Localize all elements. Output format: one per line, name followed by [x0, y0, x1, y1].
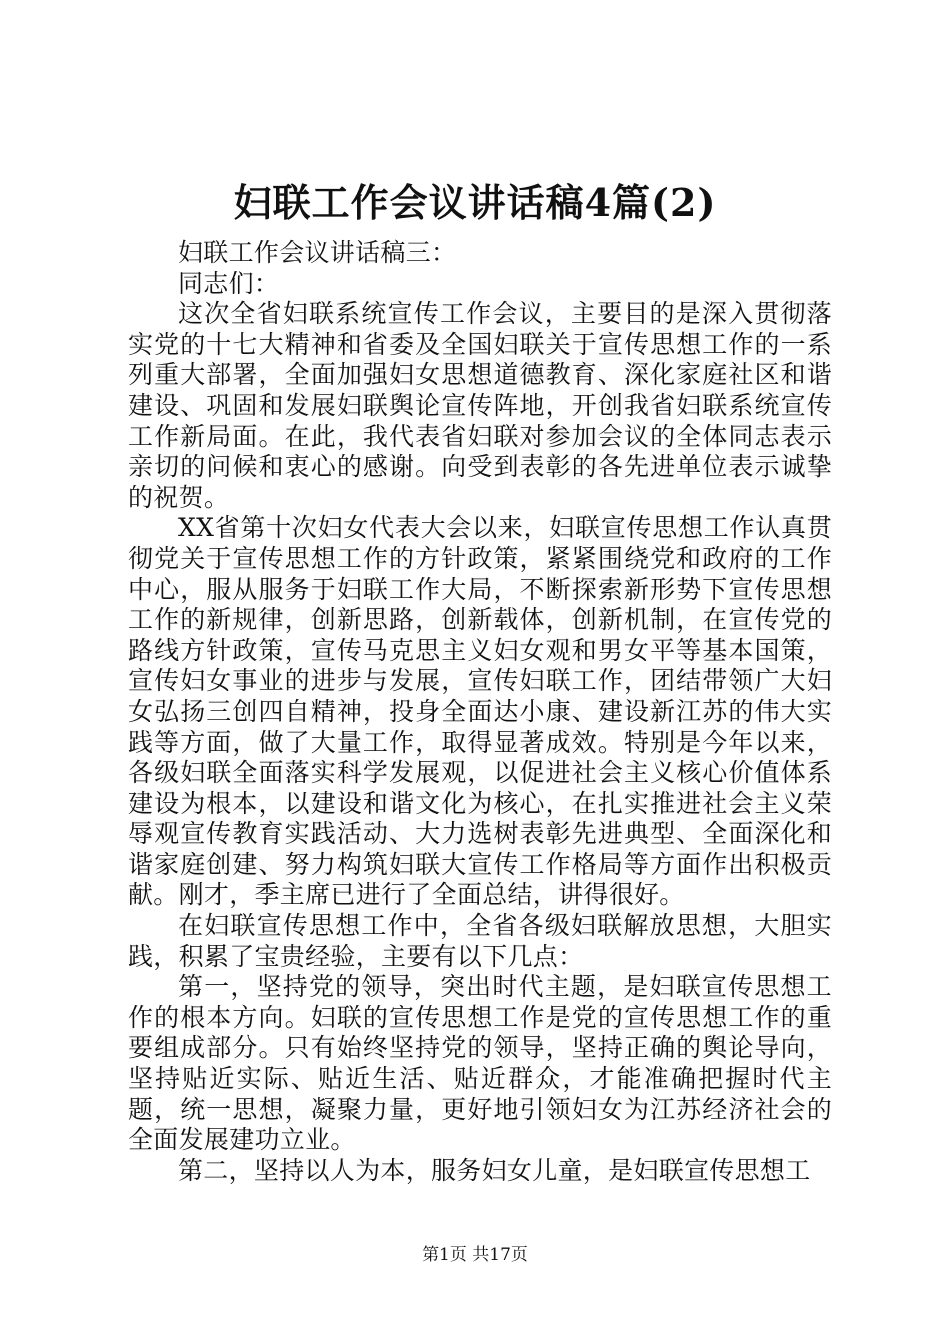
page-number-footer: 第1页 共17页 — [422, 1245, 528, 1265]
paragraph: XX省第十次妇女代表大会以来，妇联宣传思想工作认真贯彻党关于宣传思想工作的方针政策，紧紧围绕党和政府的工作中心，服从服务于妇联工作大局，不断探索新形势下宣传思想工作的新规律，创新思路，创新载体，创新机制，在宣传党的路线方针政策，宣传马克思主义妇女观和男女平等基本国策，宣传妇女事业的进步与发展，宣传妇联工作，团结带领广大妇女弘扬三创四自精神，投身全面达小康、建设新江苏的伟大实践等方面，做了大量工作，取得显著成效。特别是今年以来，各级妇联全面落实科学发展观，以促进社会主义核心价值体系建设为根本，以建设和谐文化为核心，在扎实推进社会主义荣辱观宣传教育实践活动、大力选树表彰先进典型、全面深化和谐家庭创建、努力构筑妇联大宣传工作格局等方面作出积极贡献。刚才，季主席已进行了全面总结，讲得很好。 — [128, 513, 832, 910]
paragraph: 这次全省妇联系统宣传工作会议，主要目的是深入贯彻落实党的十七大精神和省委及全国妇联关于宣传思想工作的一系列重大部署，全面加强妇女思想道德教育、深化家庭社区和谐建设、巩固和发展妇联舆论宣传阵地，开创我省妇联系统宣传工作新局面。在此，我代表省妇联对参加会议的全体同志表示亲切的问候和衷心的感谢。向受到表彰的各先进单位表示诚挚的祝贺。 — [128, 299, 832, 512]
paragraph: 第一，坚持党的领导，突出时代主题，是妇联宣传思想工作的根本方向。妇联的宣传思想工作是党的宣传思想工作的重要组成部分。只有始终坚持党的领导，坚持正确的舆论导向，坚持贴近实际、贴近生活、贴近群众，才能准确把握时代主题，统一思想，凝聚力量，更好地引领妇女为江苏经济社会的全面发展建功立业。 — [128, 972, 832, 1155]
document-body — [128, 238, 832, 1186]
paragraph: 在妇联宣传思想工作中，全省各级妇联解放思想，大胆实践，积累了宝贵经验，主要有以下几点： — [128, 911, 832, 971]
paragraph: 第二，坚持以人为本，服务妇女儿童，是妇联宣传思想工 — [178, 1155, 811, 1185]
paragraph-salutation: 同志们： — [178, 268, 280, 298]
document-title: 妇联工作会议讲话稿4篇(2) — [233, 180, 717, 225]
paragraph-heading: 妇联工作会议讲话稿三： — [178, 238, 457, 267]
